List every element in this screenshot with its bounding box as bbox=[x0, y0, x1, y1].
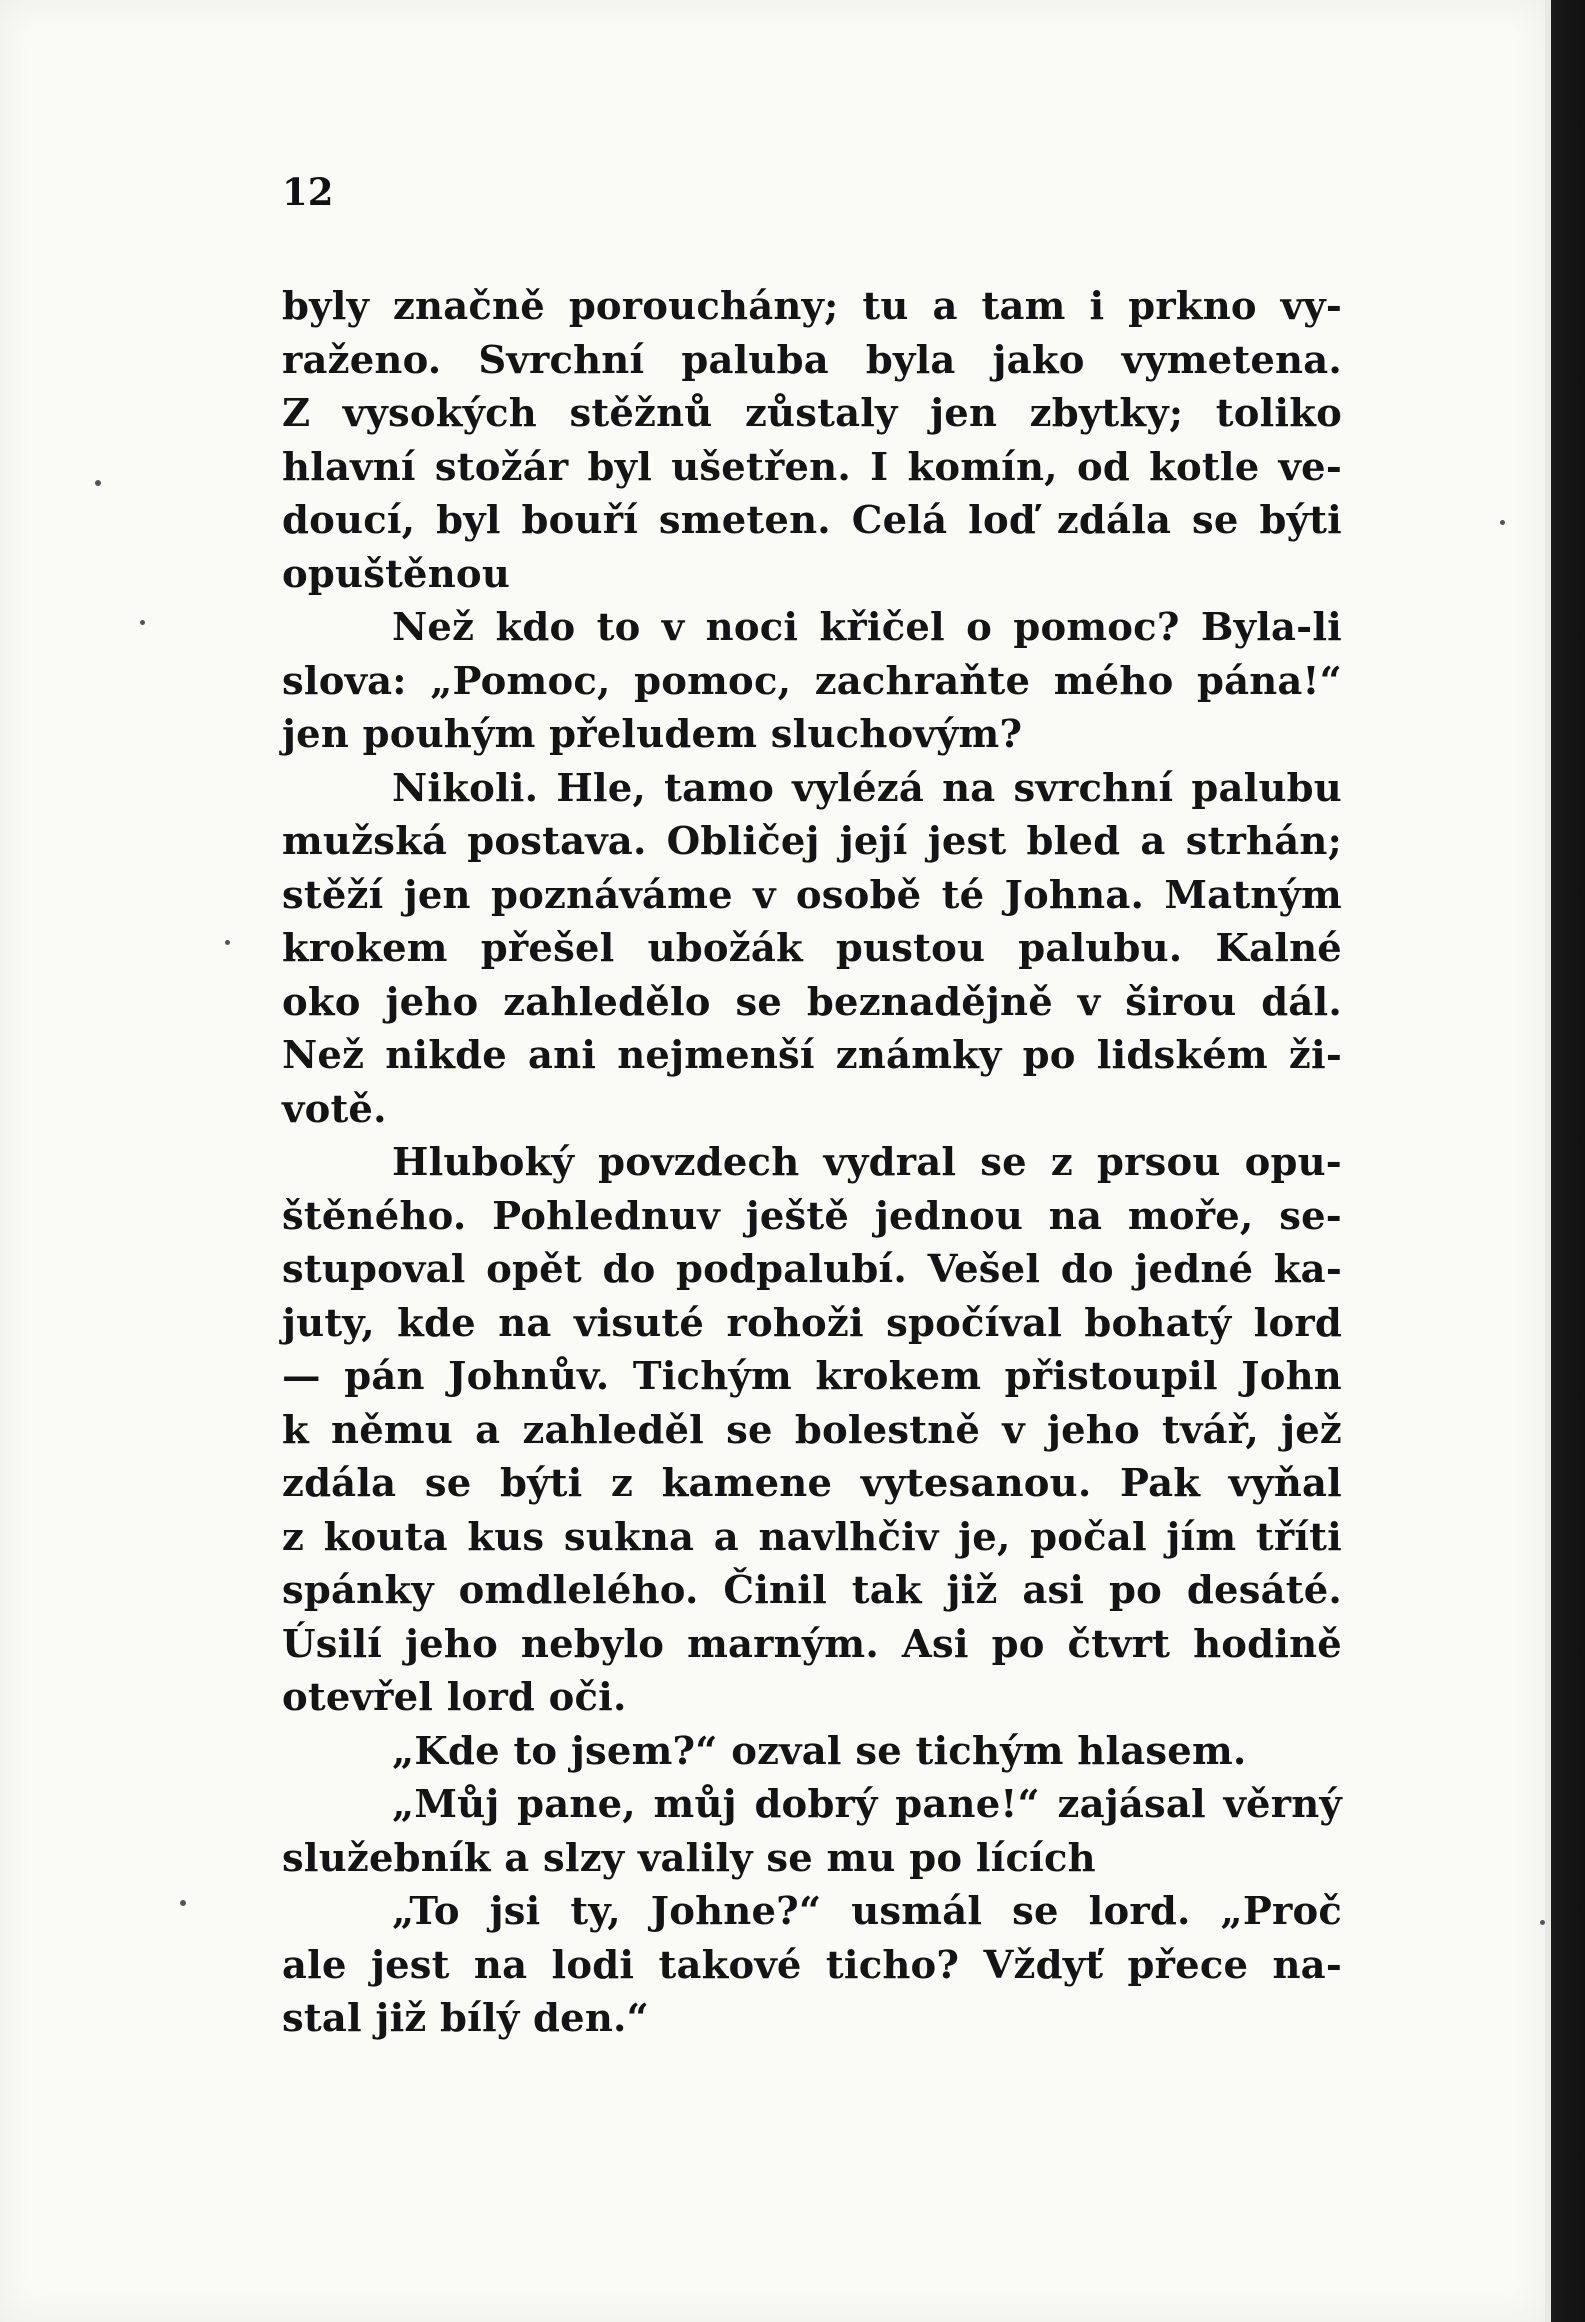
text-line: jen pouhým přeludem sluchovým? bbox=[282, 712, 1023, 757]
print-speck bbox=[95, 480, 101, 486]
text-line: mužská postava. Obličej její jest bled a strhán; bbox=[282, 819, 1342, 864]
text-line: „Můj pane, můj dobrý pane!“ zajásal věrný bbox=[392, 1782, 1342, 1827]
text-line: služebník a slzy valily se mu po lících bbox=[282, 1835, 1096, 1881]
print-speck bbox=[1500, 520, 1505, 525]
body-text bbox=[282, 280, 1342, 2046]
text-line: — pán Johnův. Tichým krokem přistoupil John bbox=[282, 1354, 1342, 1399]
text-line: slova: „Pomoc, pomoc, zachraňte mého pána!“ bbox=[282, 658, 1342, 704]
text-line: stěží jen poznáváme v osobě té Johna. Matným bbox=[282, 872, 1342, 918]
text-line: Z vysokých stěžnů zůstaly jen zbytky; toliko bbox=[282, 391, 1342, 436]
print-speck bbox=[140, 620, 145, 625]
text-line: ale jest na lodi takové ticho? Vždyť přece na- bbox=[282, 1942, 1342, 1988]
text-line: z kouta kus sukna a navlhčiv je, počal jím tříti bbox=[282, 1514, 1342, 1560]
text-line: opuštěnou bbox=[282, 551, 511, 597]
text-line: k němu a zahleděl se bolestně v jeho tvář, jež bbox=[282, 1407, 1342, 1453]
text-line: hlavní stožár byl ušetřen. I komín, od kotle ve- bbox=[282, 444, 1342, 490]
print-speck bbox=[180, 1900, 186, 1906]
text-line: krokem přešel ubožák pustou palubu. Kalné bbox=[282, 926, 1342, 971]
text-line: Nikoli. Hle, tamo vylézá na svrchní palubu bbox=[392, 765, 1342, 811]
page-number: 12 bbox=[282, 170, 334, 214]
text-line: Úsilí jeho nebylo marným. Asi po čtvrt hodině bbox=[282, 1621, 1342, 1667]
text-line: Než nikde ani nejmenší známky po lidském ži- bbox=[282, 1033, 1342, 1078]
text-line: raženo. Svrchní paluba byla jako vymetena. bbox=[282, 337, 1342, 383]
text-line: votě. bbox=[282, 1086, 387, 1132]
text-line: stal již bílý den.“ bbox=[282, 1996, 649, 2041]
text-line: byly značně porouchány; tu a tam i prkno vy- bbox=[282, 284, 1342, 329]
text-line: juty, kde na visuté rohoži spočíval bohatý lord bbox=[282, 1300, 1342, 1346]
text-line: štěného. Pohlednuv ještě jednou na moře, se- bbox=[282, 1193, 1342, 1239]
text-line: oko jeho zahledělo se beznadějně v širou dál. bbox=[282, 979, 1342, 1025]
text-line: doucí, byl bouří smeten. Celá loď zdála se býti bbox=[282, 498, 1342, 543]
text-line: otevřel lord oči. bbox=[282, 1675, 627, 1720]
text-line: zdála se býti z kamene vytesanou. Pak vyňal bbox=[282, 1461, 1342, 1506]
text-line: „To jsi ty, Johne?“ usmál se lord. „Proč bbox=[392, 1889, 1342, 1934]
text-line: stupoval opět do podpalubí. Vešel do jedné ka- bbox=[282, 1247, 1342, 1292]
print-speck bbox=[225, 940, 230, 945]
text-line: „Kde to jsem?“ ozval se tichým hlasem. bbox=[392, 1728, 1247, 1774]
text-line: Hluboký povzdech vydral se z prsou opu- bbox=[392, 1140, 1342, 1185]
page-edge-shadow bbox=[1545, 0, 1585, 2322]
text-line: spánky omdlelého. Činil tak již asi po desáté. bbox=[282, 1568, 1342, 1613]
text-line: Než kdo to v noci křičel o pomoc? Byla-li bbox=[392, 605, 1342, 650]
